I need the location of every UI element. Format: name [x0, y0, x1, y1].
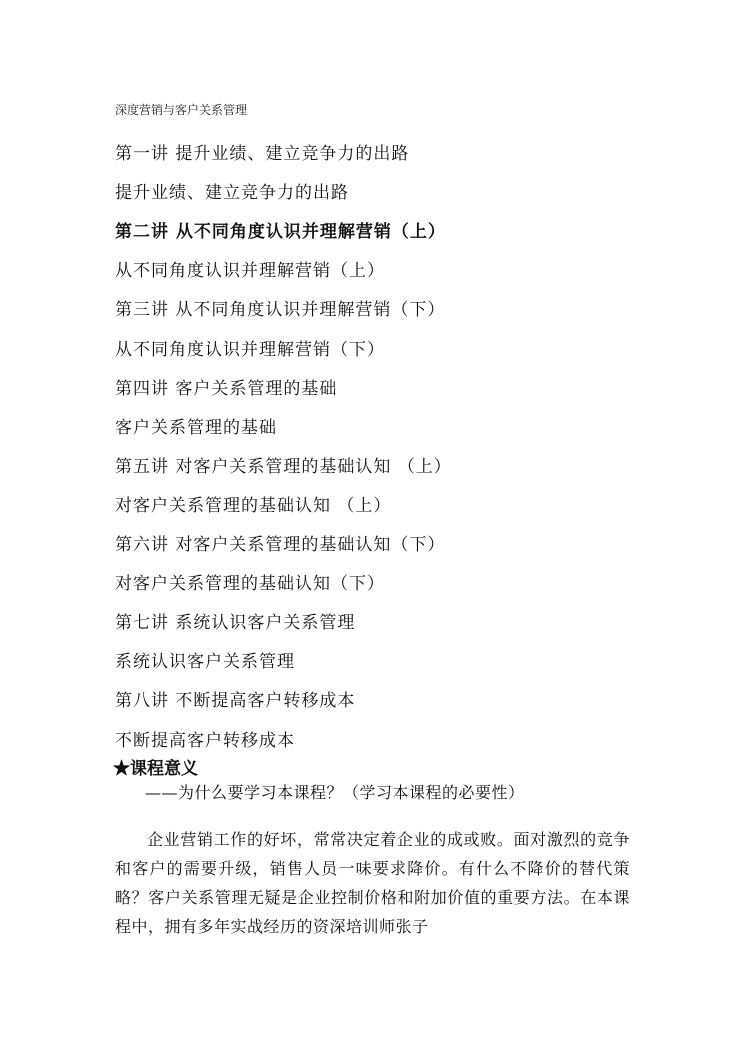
outline-line: 第三讲 从不同角度认识并理解营销（下） [115, 300, 446, 320]
page-header: 深度营销与客户关系管理 [115, 103, 248, 117]
outline-line: 第二讲 从不同角度认识并理解营销（上） [115, 222, 446, 242]
outline-line: 系统认识客户关系管理 [115, 652, 295, 672]
outline-line: 第五讲 对客户关系管理的基础认知 （上） [115, 457, 452, 477]
outline-line: 从不同角度认识并理解营销（下） [115, 340, 385, 360]
outline-line: 提升业绩、建立竞争力的出路 [115, 183, 349, 203]
outline-line: 对客户关系管理的基础认知（下） [115, 574, 385, 594]
outline-line: 第六讲 对客户关系管理的基础认知（下） [115, 535, 446, 555]
outline-line: 第七讲 系统认识客户关系管理 [115, 613, 356, 633]
body-paragraph: 企业营销工作的好坏，常常决定着企业的成或败。面对激烈的竞争和客户的需要升级，销售人员一味要求降价。有什么不降价的替代策略？客户关系管理无疑是企业控制价格和附加价值的重要方法。在本课程中，拥有多年实战经历的资深培训师张子 [115, 830, 630, 936]
section-subtitle: ——为什么要学习本课程？（学习本课程的必要性） [145, 783, 525, 802]
outline-line: 第四讲 客户关系管理的基础 [115, 379, 338, 399]
outline-line: 对客户关系管理的基础认知 （上） [115, 496, 392, 516]
outline-line: 客户关系管理的基础 [115, 418, 277, 438]
outline-line: 从不同角度认识并理解营销（上） [115, 261, 385, 281]
outline-line: 不断提高客户转移成本 [115, 731, 295, 751]
outline-line: 第一讲 提升业绩、建立竞争力的出路 [115, 144, 410, 164]
section-title: ★课程意义 [113, 759, 198, 779]
outline-line: 第八讲 不断提高客户转移成本 [115, 691, 356, 711]
